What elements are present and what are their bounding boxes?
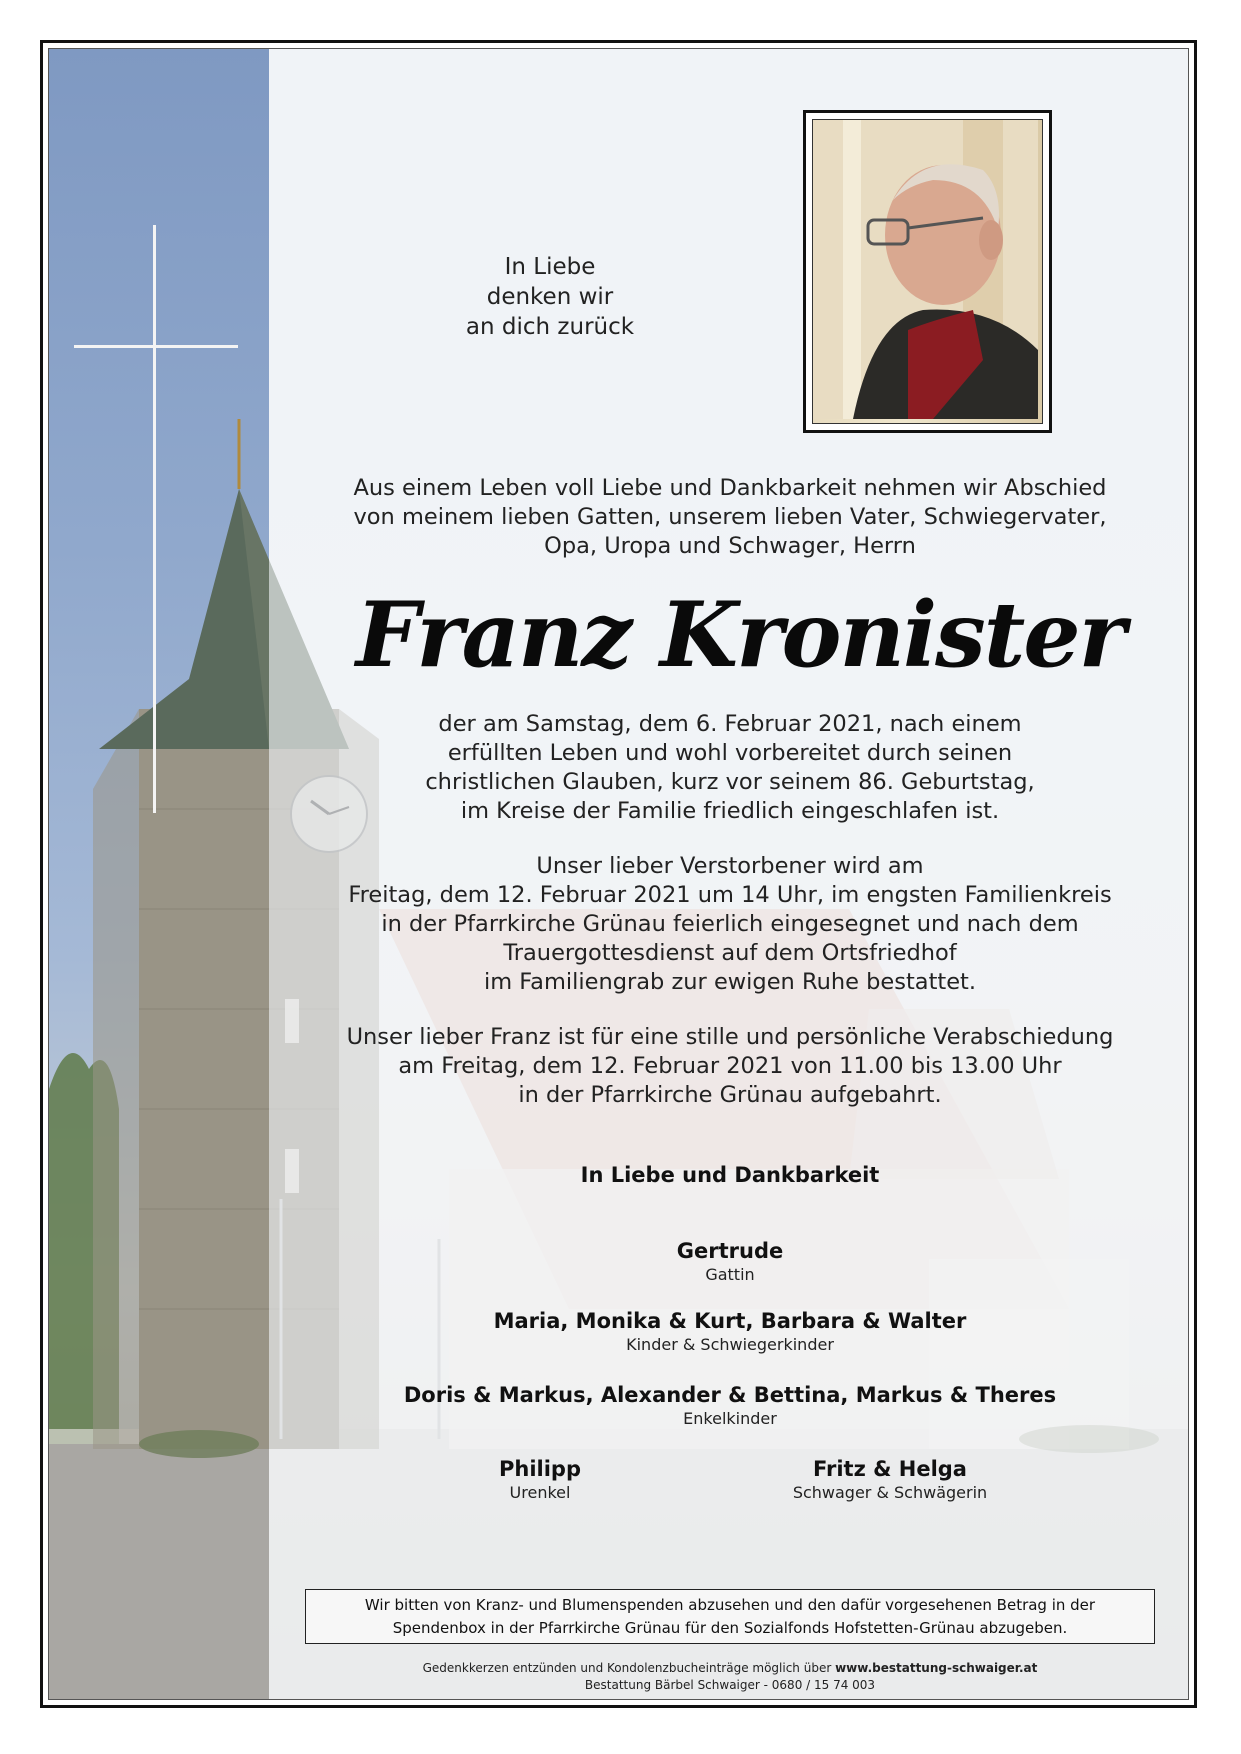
death-notice-line: erfüllten Leben und wohl vorbereitet durch seinen: [447, 740, 1013, 766]
footer-text: Gedenkkerzen entzünden und Kondolenzbucheinträge möglich über: [422, 1661, 836, 1675]
footer: [300, 1660, 1160, 1694]
death-notice-line: der am Samstag, dem 6. Februar 2021, nach einem: [438, 711, 1022, 737]
portrait-photo: [812, 119, 1043, 424]
mourner-relation: Schwager & Schwägerin: [792, 1483, 988, 1502]
funeral-line: Freitag, dem 12. Februar 2021 um 14 Uhr, im engsten Familienkreis: [348, 882, 1112, 908]
death-notice-line: im Kreise der Familie friedlich eingeschlafen ist.: [460, 798, 1000, 824]
mourner-relation: Enkelkinder: [683, 1409, 777, 1428]
remembrance-line: denken wir: [486, 284, 614, 310]
viewing-line: Unser lieber Franz ist für eine stille und persönliche Verabschiedung: [346, 1024, 1114, 1050]
cross-horizontal: [74, 345, 238, 348]
death-notice-line: christlichen Glauben, kurz vor seinem 86. Geburtstag,: [425, 769, 1035, 795]
footer-line: [300, 1660, 1160, 1677]
deceased-name: Franz Kronister: [355, 582, 1125, 688]
mourner-group: [560, 1238, 900, 1286]
mourner-names: Gertrude: [676, 1239, 784, 1263]
viewing-paragraph: [300, 1023, 1160, 1110]
mourner-group: [380, 1382, 1080, 1430]
mourner-group: [740, 1456, 1040, 1504]
funeral-line: Unser lieber Verstorbener wird am: [536, 853, 924, 879]
intro-line: Aus einem Leben voll Liebe und Dankbarkeit nehmen wir Abschied: [353, 475, 1107, 501]
donation-request-box: [305, 1589, 1155, 1644]
mourner-relation: Kinder & Schwiegerkinder: [626, 1335, 834, 1354]
intro-paragraph: [300, 474, 1160, 561]
intro-line: Opa, Uropa und Schwager, Herrn: [544, 533, 916, 559]
mourner-group: [430, 1308, 1030, 1356]
cross-vertical: [153, 225, 156, 813]
remembrance-line: In Liebe: [504, 254, 596, 280]
mourner-names: Doris & Markus, Alexander & Bettina, Markus & Theres: [403, 1383, 1057, 1407]
mourner-relation: Gattin: [705, 1265, 755, 1284]
funeral-paragraph: [300, 852, 1160, 997]
mourners-heading: In Liebe und Dankbarkeit: [580, 1163, 880, 1187]
death-notice-paragraph: [300, 710, 1160, 826]
portrait-photo-frame: [803, 110, 1052, 433]
mourner-relation: Urenkel: [509, 1483, 571, 1502]
donation-line: Spendenbox in der Pfarrkirche Grünau für den Sozialfonds Hofstetten-Grünau abzugeben.: [392, 1619, 1068, 1637]
mourner-names: Fritz & Helga: [813, 1457, 967, 1481]
undertaker-contact: Bestattung Bärbel Schwaiger - 0680 / 15 74 003: [584, 1678, 876, 1692]
remembrance-line: an dich zurück: [465, 314, 635, 340]
website-link[interactable]: www.bestattung-schwaiger.at: [835, 1661, 1038, 1675]
viewing-line: am Freitag, dem 12. Februar 2021 von 11.00 bis 13.00 Uhr: [398, 1053, 1062, 1079]
funeral-line: Trauergottesdienst auf dem Ortsfriedhof: [503, 940, 957, 966]
viewing-line: in der Pfarrkirche Grünau aufgebahrt.: [518, 1082, 942, 1108]
donation-line: Wir bitten von Kranz- und Blumenspenden abzusehen und den dafür vorgesehenen Betrag in der: [364, 1596, 1096, 1614]
remembrance-phrase: [430, 252, 670, 342]
mourner-group: [440, 1456, 640, 1504]
mourner-names: Maria, Monika & Kurt, Barbara & Walter: [493, 1309, 967, 1333]
mourner-names: Philipp: [498, 1457, 581, 1481]
intro-line: von meinem lieben Gatten, unserem lieben Vater, Schwiegervater,: [353, 504, 1107, 530]
funeral-line: in der Pfarrkirche Grünau feierlich eingesegnet und nach dem: [381, 911, 1079, 937]
funeral-line: im Familiengrab zur ewigen Ruhe bestattet.: [483, 969, 977, 995]
